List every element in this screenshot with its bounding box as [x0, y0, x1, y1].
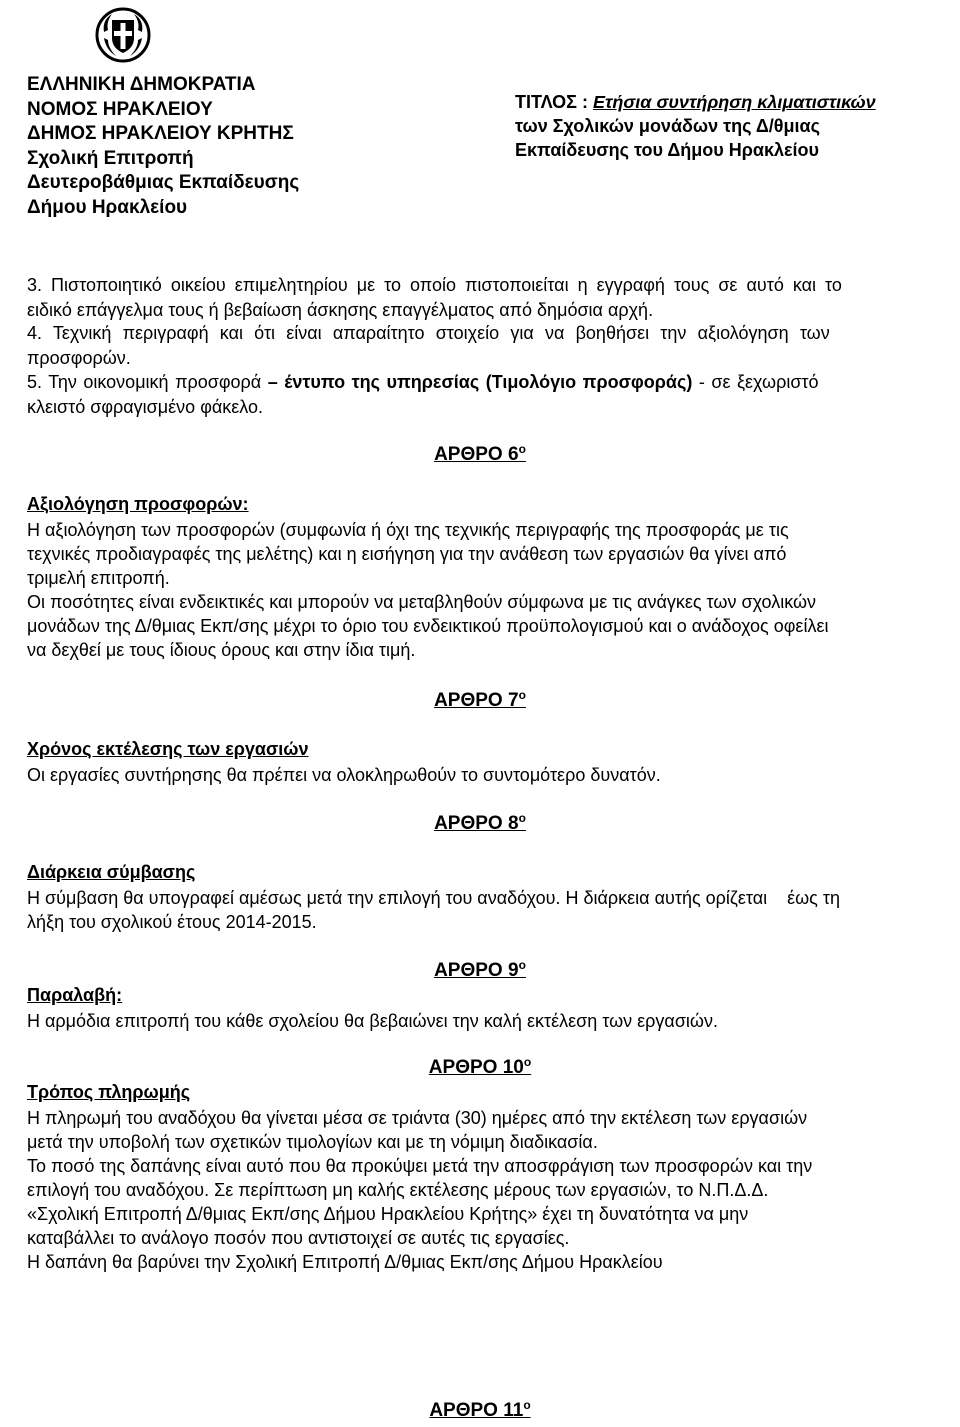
issuer-line: ΕΛΛΗΝΙΚΗ ΔΗΜΟΚΡΑΤΙΑ — [27, 74, 256, 95]
article-8-heading: Διάρκεια σύμβασης — [27, 862, 196, 882]
article-7-body: Οι εργασίες συντήρησης θα πρέπει να ολοκληρωθούν το συντομότερο δυνατόν. — [27, 765, 661, 785]
article-7-heading: Χρόνος εκτέλεσης των εργασιών — [27, 739, 309, 759]
article-6-body: Η αξιολόγηση των προσφορών (συμφωνία ή όχι της τεχνικής περιγραφής της προσφοράς με τις τεχνικές προδιαγραφές της μελέτης) και η εισήγηση για την ανάθεση των εργασιών θα γίνει από τριμελή επιτροπή. Οι ποσότητες είναι ενδεικτικές και μπορούν να μεταβληθούν σύμφωνα με τις ανάγκες των σχολικών μονάδων της Δ/θμιας Εκπ/σης μέχρι το όριο του ενδεικτικού προϋπολογισμού και ο ανάδοχος οφείλει να δεχθεί με τους ίδιους όρους και στην ίδια τιμή. — [27, 520, 829, 660]
issuer-line: Σχολική Επιτροπή — [27, 147, 194, 169]
article-9-title: ΑΡΘΡΟ $9^o$ — [434, 958, 526, 981]
issuer-block — [27, 73, 299, 220]
article-10-title: ΑΡΘΡΟ $10^o$ — [428, 1055, 532, 1078]
list-item-5: 5. Την οικονομική προσφορά – έντυπο της υπηρεσίας (Τιμολόγιο προσφοράς) - σε ξεχωριστό κλειστό σφραγισμένο φάκελο. — [27, 372, 819, 417]
article-11-title: ΑΡΘΡΟ $11^o$ — [429, 1398, 531, 1421]
greek-coat-of-arms-icon — [94, 6, 152, 64]
title-value-line: Εκπαίδευσης του Δήμου Ηρακλείου — [515, 140, 820, 160]
article-7-title: ΑΡΘΡΟ $7^o$ — [434, 688, 526, 711]
list-item-3: 3. Πιστοποιητικό οικείου επιμελητηρίου με το οποίο πιστοποιείται η εγγραφή τους σε αυτό και το ειδικό επάγγελμα τους ή βεβαίωση άσκησης επαγγέλματος από δημόσια αρχή. — [27, 275, 842, 320]
article-8-body: Η σύμβαση θα υπογραφεί αμέσως μετά την επιλογή του αναδόχου. Η διάρκεια αυτής ορίζεται έως τη λήξη του σχολικού έτους 2014-2015. — [27, 888, 840, 932]
title-value-line: των Σχολικών μονάδων της Δ/θμιας — [515, 116, 820, 136]
title-value: Ετήσια συντήρηση κλιματιστικών — [592, 92, 876, 112]
title-label: ΤΙΤΛΟΣ : — [515, 92, 593, 112]
title-block — [515, 90, 876, 162]
article-9-body: Η αρμόδια επιτροπή του κάθε σχολείου θα βεβαιώνει την καλή εκτέλεση των εργασιών. — [27, 1011, 718, 1031]
article-8-title: ΑΡΘΡΟ $8^o$ — [434, 811, 526, 834]
issuer-line: Δήμου Ηρακλείου — [27, 196, 188, 218]
issuer-line: ΝΟΜΟΣ ΗΡΑΚΛΕΙΟΥ — [27, 98, 213, 120]
article-6-heading: Αξιολόγηση προσφορών: — [27, 494, 249, 514]
article-10-body: Η πληρωμή του αναδόχου θα γίνεται μέσα σε τριάντα (30) ημέρες από την εκτέλεση των εργασιών μετά την υποβολή των σχετικών τιμολογίων και με τη νόμιμη διαδικασία. Το ποσό της δαπάνης είναι αυτό που θα προκύψει μετά την αποσφράγιση των προσφορών και την επιλογή του αναδόχου. Σε περίπτωση μη καλής εκτέλεσης μέρους των εργασιών, το Ν.Π.Δ.Δ. «Σχολική Επιτροπή Δ/θμιας Εκπ/σης Δήμου Ηρακλείου Κρήτης» έχει τη δυνατότητα να μην καταβάλλει το ανάλογο ποσόν που αντιστοιχεί σε αυτές τις εργασίες. Η δαπάνη θα βαρύνει την Σχολική Επιτροπή Δ/θμιας Εκπ/σης Δήμου Ηρακλείου — [27, 1108, 813, 1272]
article-6-title: ΑΡΘΡΟ $6^o$ — [434, 442, 526, 465]
issuer-line: ΔΗΜΟΣ ΗΡΑΚΛΕΙΟΥ ΚΡΗΤΗΣ — [27, 123, 294, 144]
article-9-heading: Παραλαβή: — [27, 985, 123, 1005]
list-item-4: 4. Τεχνική περιγραφή και ότι είναι απαραίτητο στοιχείο για να βοηθήσει την αξιολόγηση των προσφορών. — [27, 323, 830, 368]
article-10-heading: Τρόπος πληρωμής — [27, 1082, 191, 1102]
issuer-line: Δευτεροβάθμιας Εκπαίδευσης — [27, 172, 300, 193]
